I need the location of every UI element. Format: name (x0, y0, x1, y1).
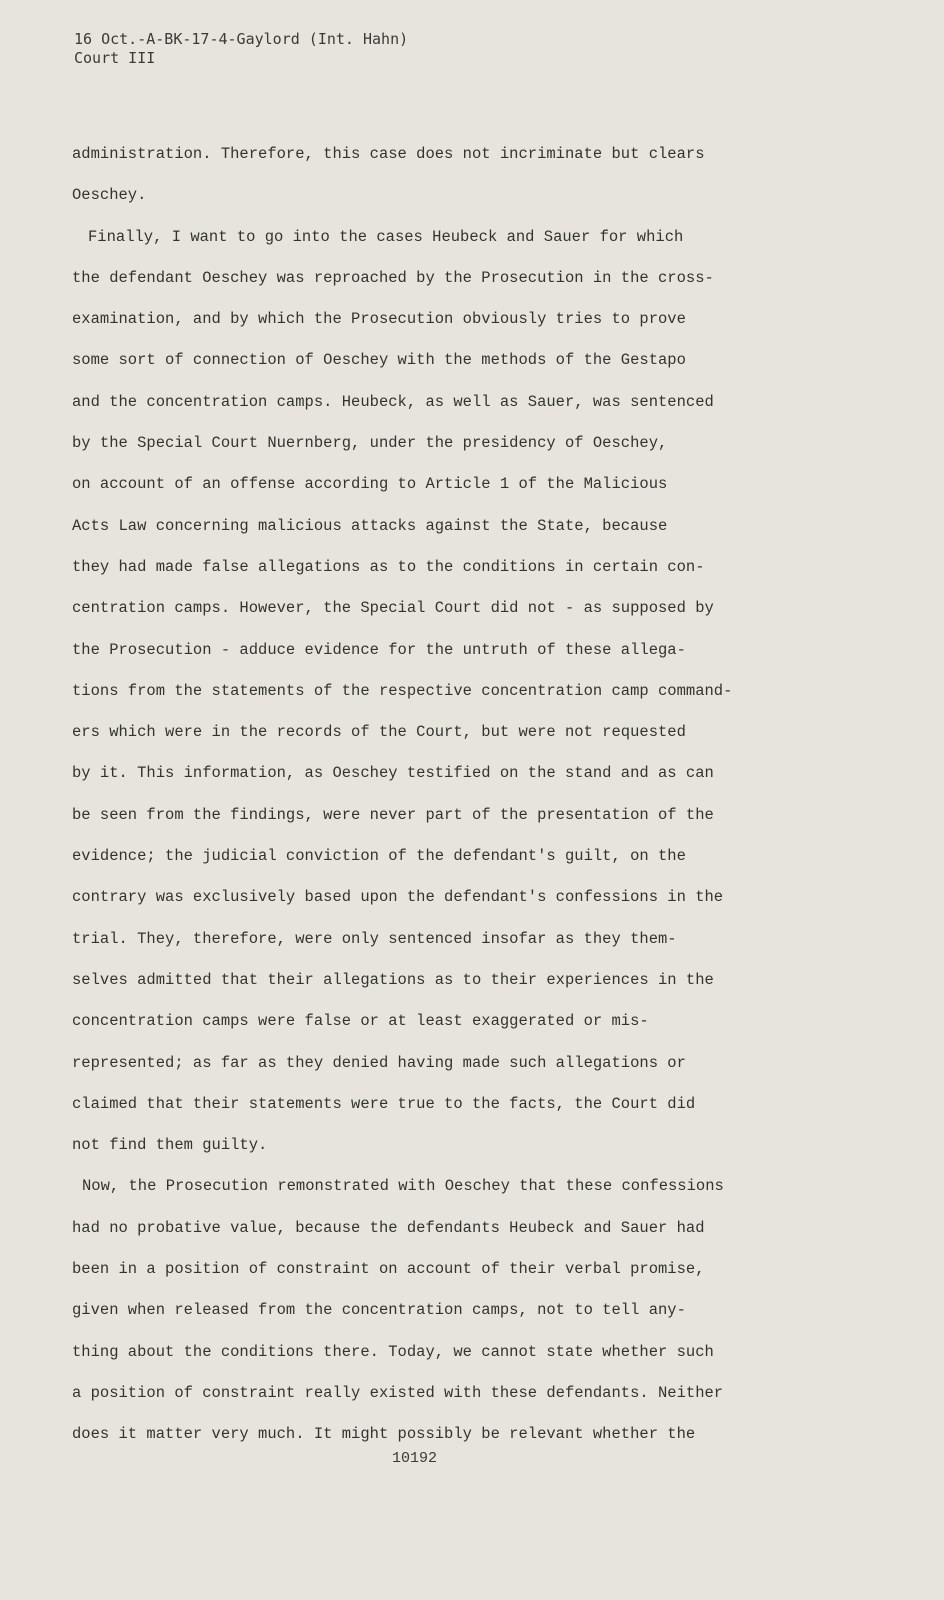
text-line: they had made false allegations as to the conditions in certain con- (72, 557, 705, 576)
text-line: and the concentration camps. Heubeck, as well as Sauer, was sentenced (72, 392, 714, 411)
header-court: Court III (74, 49, 156, 67)
text-line: Acts Law concerning malicious attacks against the State, because (72, 516, 668, 535)
text-line: the defendant Oeschey was reproached by the Prosecution in the cross- (72, 268, 714, 287)
text-line: on account of an offense according to Article 1 of the Malicious (72, 475, 668, 494)
text-line: by the Special Court Nuernberg, under the presidency of Oeschey, (72, 434, 668, 453)
text-line: concentration camps were false or at least exaggerated or mis- (72, 1012, 649, 1031)
text-line: a position of constraint really existed with these defendants. Neither (72, 1383, 724, 1402)
text-line: had no probative value, because the defendants Heubeck and Sauer had (72, 1218, 705, 1237)
page-number: 10192 (392, 1450, 438, 1467)
text-line: trial. They, therefore, were only sentenced insofar as they them- (72, 929, 677, 948)
text-line: by it. This information, as Oeschey testified on the stand and as can (72, 764, 714, 783)
text-line: does it matter very much. It might possibly be relevant whether the (72, 1425, 696, 1444)
text-line: the Prosecution - adduce evidence for the untruth of these allega- (72, 640, 686, 659)
text-line: some sort of connection of Oeschey with the methods of the Gestapo (72, 351, 686, 370)
text-line: claimed that their statements were true to the facts, the Court did (72, 1094, 696, 1113)
text-line: represented; as far as they denied having made such allegations or (72, 1053, 686, 1072)
page-header (74, 30, 408, 68)
text-line: be seen from the findings, were never part of the presentation of the (72, 805, 714, 824)
text-line: contrary was exclusively based upon the defendant's confessions in the (72, 888, 724, 907)
text-line: administration. Therefore, this case does not incriminate but clears (72, 145, 705, 163)
text-line: examination, and by which the Prosecution obviously tries to prove (72, 310, 686, 329)
text-line: selves admitted that their allegations as to their experiences in the (72, 970, 714, 989)
text-line: ers which were in the records of the Court, but were not requested (72, 723, 686, 742)
text-line: Now, the Prosecution remonstrated with Oeschey that these confessions (82, 1177, 724, 1196)
text-line: tions from the statements of the respective concentration camp command- (72, 681, 733, 700)
text-line: centration camps. However, the Special Court did not - as supposed by (72, 599, 714, 618)
text-line: thing about the conditions there. Today, we cannot state whether such (72, 1342, 714, 1361)
text-line: Finally, I want to go into the cases Heubeck and Sauer for which (88, 227, 684, 246)
text-line: Oeschey. (72, 186, 147, 205)
body-text (72, 134, 812, 1456)
header-reference: 16 Oct.-A-BK-17-4-Gaylord (Int. Hahn) (74, 30, 409, 48)
text-line: given when released from the concentration camps, not to tell any- (72, 1301, 686, 1320)
text-line: been in a position of constraint on account of their verbal promise, (72, 1260, 705, 1279)
text-line: evidence; the judicial conviction of the defendant's guilt, on the (72, 847, 686, 866)
text-line: not find them guilty. (72, 1136, 268, 1155)
